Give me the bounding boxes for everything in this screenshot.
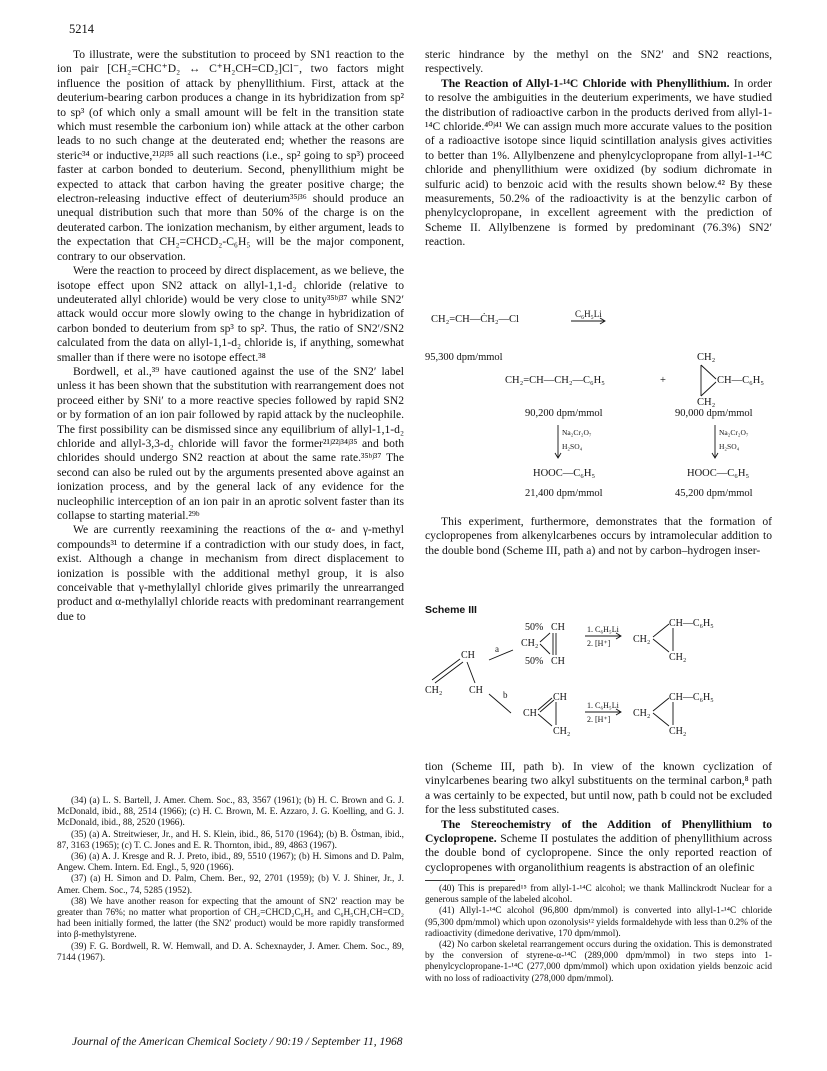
radiolabel-scheme: [425, 308, 772, 503]
bond: [653, 624, 669, 637]
b-ch-top: CH: [553, 692, 567, 703]
paragraph: Were the reaction to proceed by direct displacement, as we believe, the isotope effect upon SN2 attack on allyl-1,1-d₂ chloride (relative to undeuterated allyl chloride) would be very close to unity³⁵ᵇʲ³⁷ while SN2′ attack would occur more slowly owing to the change in hybridization of carbon bonded to deuterium from sp³ to sp². Thus, the ratio of SN2′/SN2 calculated from the data on allyl-1,1-d₂ chloride is, if anything, somewhat smaller than if there were no isotope effect.³⁸: [57, 264, 404, 364]
scheme-iii: [425, 618, 772, 748]
bond: [653, 639, 669, 652]
step2-b: 2. [H⁺]: [587, 715, 611, 724]
cyclopropene-ch-bottom: CH: [551, 656, 565, 667]
plus-sign: +: [660, 375, 666, 386]
step2-a: 2. [H⁺]: [587, 639, 611, 648]
allylbenzene-activity: 90,200 dpm/mmol: [525, 408, 603, 419]
bond: [538, 714, 552, 726]
bond: [432, 659, 460, 680]
page-number: 5214: [69, 22, 94, 36]
acid-reagent: H₂SO₄: [719, 442, 740, 451]
benzoic-acid-2: HOOC—C₆H₅: [687, 468, 750, 479]
paragraph: [425, 77, 772, 250]
start-ch2: CH₂: [425, 685, 443, 696]
footnote: (40) This is prepared¹⁵ from allyl-1-¹⁴C alcohol; we thank Mallinckrodt Nuclear for a generous sample of the labeled alcohol.: [425, 884, 772, 906]
product-b-ch2-right: CH₂: [669, 726, 687, 737]
footnote: (41) Allyl-1-¹⁴C alcohol (96,800 dpm/mmol) is converted into allyl-1-¹⁴C chloride (95,300 dpm/mmol) which upon ozonolysis¹² yields formaldehyde with less than 0.2% of the radioactivity (dimedone derivative, 170 dpm/mmol).: [425, 906, 772, 939]
step1-a: 1. C₆H₅Li: [587, 625, 619, 634]
paragraph: This experiment, furthermore, demonstrates that the formation of cyclopropenes from alkenylcarbenes occurs by intramolecular addition to the double bond (Scheme III, path a) and not by carbon–hydrogen inser-: [425, 515, 772, 557]
oxidant: Na₂Cr₂O₇: [562, 428, 592, 437]
b-ch2: CH₂: [553, 726, 571, 737]
footnote: (36) (a) A. J. Kresge and R. J. Preto, ibid., 89, 5510 (1967); (b) H. Simons and D. Palm, Angew. Chem. Intern. Ed. Engl., 5, 920 (1966).: [57, 852, 404, 874]
cyclopropene-ch2: CH₂: [521, 638, 539, 649]
product-a-ch: CH—C₆H₅: [669, 618, 714, 629]
footnote: (37) (a) H. Simon and D. Palm, Chem. Ber., 92, 2701 (1959); (b) V. J. Shiner, Jr., J. Amer. Chem. Soc., 74, 5285 (1952).: [57, 874, 404, 896]
percent-top: 50%: [525, 622, 544, 633]
paragraph-text: In order to resolve the ambiguities in the deuterium experiments, we have studied the distribution of radioactive carbon in the products derived from allyl-1-¹⁴C chloride.⁴⁰ʲ⁴¹ We can assign much more accurate values to the position of a radioactive isotope since liquid scintillation analysis gives activities to better than 1%. Allylbenzene and phenylcyclopropane from allyl-1-¹⁴C chloride and phenyllithium were oxidized (by sodium dichromate in sulfuric acid) to benzoic acid with the results shown below.⁴² By these measurements, 50.2% of the radioactivity is at the benzylic carbon of phenylcyclopropane, in excellent agreement with the prediction of Scheme II. Allylbenzene is formed by predominant (76.3%) SN2′ reaction.: [425, 76, 772, 249]
right-column-middle: [425, 515, 772, 558]
right-column-top: [425, 48, 772, 250]
paragraph: To illustrate, were the substitution to proceed by SN1 reaction to the ion pair [CH₂=CHC⁺D₂ ↔ C⁺H₂CH=CD₂]Cl⁻, two factors might influence the position of attack by phenyllithium. First, attack at the deuterium-bearing carbon produces a change in its hybridization from sp² to sp³ (of which only a small amount will be felt in the transition state which must resemble the carbonium ion) while attack at the other carbon leads to no such change at the deuterated end; whether the reasons are steric³⁴ or inductive,²¹ʲ²ʲ³⁵ all such reactions (i.e., sp² going to sp³) proceed faster at carbon bonded to deuterium. Second, phenyllithium might be expected to attack that carbon having the greater positive charge; the electron-releasing inductive effect of deuterium³⁵ʲ³⁶ should produce an unequal distribution such that more than 50% of the charge is on the deuterated carbon. The ionization mechanism, by either argument, leads to the expectation that CH₂=CHCD₂-C₆H₅ will be the major component, contrary to our observation.: [57, 48, 404, 263]
reactant: CH₂=CH—ĊH₂—Cl: [431, 314, 519, 325]
acid2-activity: 45,200 dpm/mmol: [675, 488, 753, 499]
paragraph: tion (Scheme III, path b). In view of the known cyclization of vinylcarbenes bearing two alkyl substituents on the terminal carbon,⁸ path a was certainly to be expected, but until now, path b could not be excluded for the less substituted cases.: [425, 760, 772, 817]
product-allylbenzene: CH₂=CH—CH₂—C₆H₅: [505, 375, 605, 386]
reagent: C₆H₅Li: [575, 309, 602, 319]
paragraph: Bordwell, et al.,³⁹ have cautioned against the use of the SN2′ label unless it has been shown that the substitution with rearrangement does not proceed either by SNi′ to a more reactive species followed by rapid SN2 or by formation of an ion pair followed by rapid attack by the nucleophile. The first possibility can be dismissed since any equilibrium of allyl-1,1-d₂ chloride and allyl-3,3-d₂ chloride will favor the former²¹ʲ²²ʲ³⁴ʲ³⁵ and both chlorides should undergo SN2 reaction at about the same rate.³⁵ᵇʲ³⁷ The second can also be ruled out by the arguments presented above against an ionization process, and by the general lack of any evidence for the nucleophilic interception of an ion pair in an aprotic solvent faster than its collapse to starting material.²⁹ᵇ: [57, 364, 404, 522]
acid-reagent: H₂SO₄: [562, 442, 583, 451]
paragraph-text: Scheme II postulates the addition of phenyllithium across the double bond of cyclopropene. Since the only reported reaction of cyclopropenes with organolithium reagents is abstraction of an olefinic: [425, 832, 772, 874]
oxidant: Na₂Cr₂O₇: [719, 428, 749, 437]
cyclopropane-ch2-top: CH₂: [697, 352, 716, 363]
bond: [540, 644, 550, 654]
b-ch-left: CH: [523, 708, 537, 719]
bond: [435, 662, 463, 683]
footnote: (38) We have another reason for expecting that the amount of SN2′ reaction may be greater than 76%; no matter what proportion of CH₂=CHCD₂C₆H₅ and C₆H₅CH₂CH=CD₂ had been initially formed, the latter (the SN2′ product) would be more rapidly transformed into β-methylstyrene.: [57, 896, 404, 941]
journal-footer: Journal of the American Chemical Society / 90:19 / September 11, 1968: [72, 1036, 403, 1048]
footnote: (42) No carbon skeletal rearrangement occurs during the oxidation. This is demonstrated by the conversion of styrene-α-¹⁴C (289,000 dpm/mmol) in two steps into 1-phenylcyclopropane-1-¹⁴C (277,000 dpm/mmol) which upon oxidation yields benzoic acid with no loss of radioactivity (278,000 dpm/mmol).: [425, 940, 772, 984]
footnote: (35) (a) A. Streitwieser, Jr., and H. S. Klein, ibid., 86, 5170 (1964); (b) B. Östman, ibid., 87, 3163 (1965); (c) T. C. Jones and E. R. Thornton, ibid., 89, 4863 (1967).: [57, 829, 404, 851]
bond: [467, 662, 475, 683]
start-ch-carbene: CH: [469, 685, 483, 696]
path-b-arrow: [489, 694, 511, 713]
ring-bond: [701, 382, 716, 396]
product-a-ch2-left: CH₂: [633, 634, 651, 645]
product-b-ch: CH—C₆H₅: [669, 692, 714, 703]
section-heading: The Stereochemistry of the Addition of Phenyllithium to Cyclopropene.: [425, 817, 772, 846]
footnote: (34) (a) L. S. Bartell, J. Amer. Chem. Soc., 83, 3567 (1961); (b) H. C. Brown and G. J. McDonald, ibid., 88, 2514 (1966); (c) H. C. Brown, M. E. Azzaro, J. G. Koelling, and G. J. McDonald, ibid., 88, 2520 (1966).: [57, 796, 404, 829]
percent-bottom: 50%: [525, 656, 544, 667]
path-b-label: b: [503, 690, 508, 700]
cyclopropane-ch: CH—C₆H₅: [717, 375, 764, 386]
paragraph: steric hindrance by the methyl on the SN2′ and SN2 reactions, respectively.: [425, 48, 772, 76]
ring-bond: [701, 365, 716, 379]
footnotes-right: [425, 884, 772, 985]
benzoic-acid-1: HOOC—C₆H₅: [533, 468, 596, 479]
start-ch: CH: [461, 650, 475, 661]
bond: [653, 713, 669, 726]
cyclopropene-ch-top: CH: [551, 622, 565, 633]
paragraph: [425, 818, 772, 876]
cyclopropane-ch2-bottom: CH₂: [697, 397, 716, 408]
paragraph: We are currently reexamining the reactions of the α- and γ-methyl compounds³¹ to determine if a contradiction with our study does, in fact, exist. Although a change in mechanism from direct displacement to ionization is possible with the additional methyl group, it is also conceivable that γ-methylallyl chloride gives primarily the unrearranged product and α-methylallyl chloride reacts with predominant rearrangement due to: [57, 523, 404, 623]
footnote: (39) F. G. Bordwell, R. W. Hemwall, and D. A. Schexnayder, J. Amer. Chem. Soc., 89, 7144 (1967).: [57, 941, 404, 963]
footnotes-left: [57, 796, 404, 964]
footnote-rule: [425, 880, 515, 881]
left-column: [57, 48, 404, 624]
product-a-ch2-right: CH₂: [669, 652, 687, 663]
scheme-label: Scheme III: [425, 604, 477, 616]
reactant-activity: 95,300 dpm/mmol: [425, 352, 503, 363]
section-heading: The Reaction of Allyl-1-¹⁴C Chloride with Phenyllithium.: [441, 76, 730, 90]
path-a-label: a: [495, 644, 499, 654]
bond: [653, 698, 669, 711]
right-column-bottom: [425, 760, 772, 875]
product-b-ch2-left: CH₂: [633, 708, 651, 719]
path-a-arrow: [489, 650, 513, 660]
bond: [540, 633, 550, 642]
step1-b: 1. C₆H₅Li: [587, 701, 619, 710]
cyclopropane-activity: 90,000 dpm/mmol: [675, 408, 753, 419]
acid1-activity: 21,400 dpm/mmol: [525, 488, 603, 499]
